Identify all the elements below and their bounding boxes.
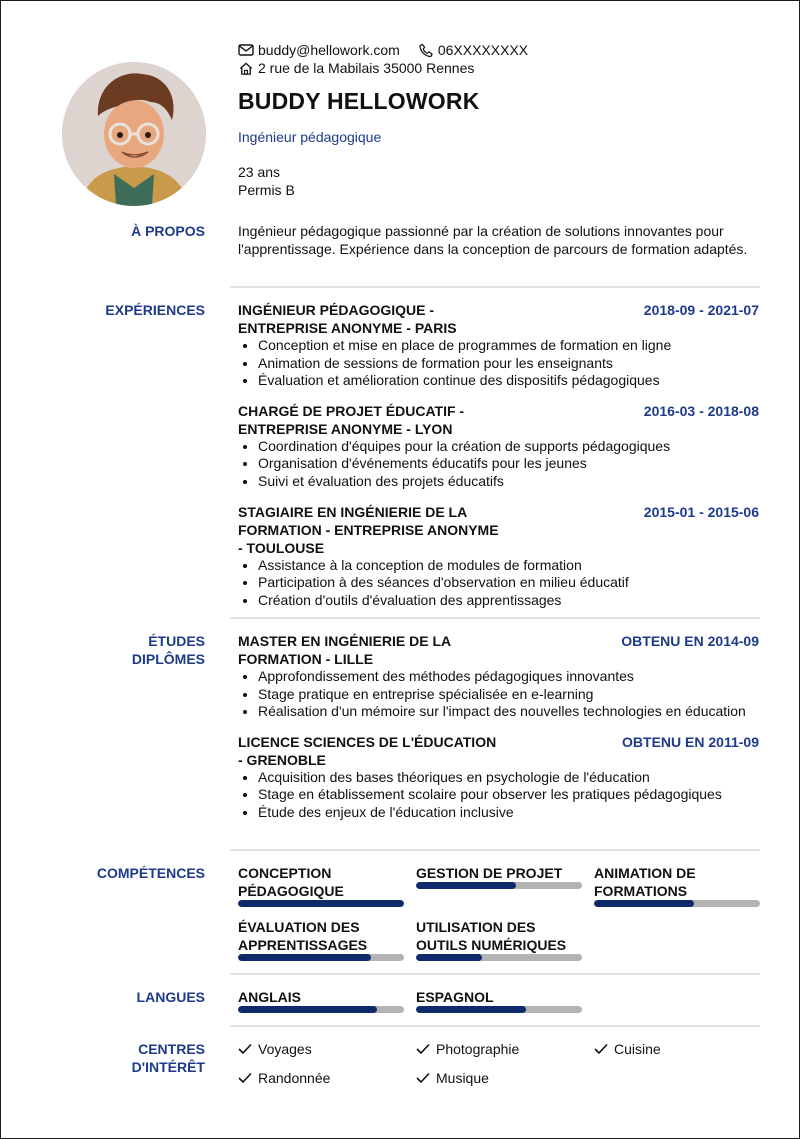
list-item: • Assistance à la conception de modules de formation: [258, 557, 759, 575]
divider: [230, 973, 760, 975]
about-text: Ingénieur pédagogique passionné par la création de solutions innovantes pour l'apprentissage. Expérience dans la conception de parcours de formation adaptés.: [238, 223, 748, 257]
skill-item: [238, 864, 404, 907]
phone-icon: [418, 43, 434, 58]
interest-item: [594, 1040, 760, 1058]
education-title: MASTER EN INGÉNIERIE DE LA FORMATION - LILLE: [238, 633, 451, 667]
experience-bullets: [238, 337, 759, 390]
skill-item: [594, 864, 760, 907]
experience-entry: [238, 503, 759, 610]
section-title-line: ÉTUDES: [148, 633, 205, 649]
skill-bar: [594, 900, 760, 907]
interest-item: [416, 1069, 594, 1087]
list-item: • Approfondissement des méthodes pédagogiques innovantes: [258, 668, 759, 686]
experience-entry: [238, 301, 759, 390]
header: [238, 41, 758, 199]
list-item: • Suivi et évaluation des projets éducatifs: [258, 473, 759, 491]
language-item: [416, 988, 582, 1013]
list-item: • Coordination d'équipes pour la création de supports pédagogiques: [258, 438, 759, 456]
section-title-skills: COMPÉTENCES: [96, 865, 205, 881]
experiences-list: [238, 301, 759, 609]
skill-name: GESTION DE PROJET: [416, 865, 563, 881]
divider: [230, 849, 760, 851]
interests-list: [238, 1040, 759, 1087]
skill-bar-fill: [416, 954, 482, 961]
experience-bullets: [238, 438, 759, 491]
skill-item: [238, 918, 404, 961]
language-bar-fill: [238, 1006, 377, 1013]
contact-row-1: [238, 41, 758, 59]
education-entry: [238, 632, 759, 721]
section-title-languages: LANGUES: [136, 989, 205, 1005]
list-item: • Stage en établissement scolaire pour observer les pratiques pédagogiques: [258, 786, 759, 804]
skill-bar-fill: [238, 954, 371, 961]
skill-name: ANIMATION DE FORMATIONS: [594, 865, 696, 899]
list-item: • Animation de sessions de formation pour les enseignants: [258, 355, 759, 373]
interest-item: [238, 1069, 416, 1087]
section-title-line: CENTRES: [138, 1041, 205, 1057]
section-title-about: À PROPOS: [131, 223, 205, 239]
list-item: • Participation à des séances d'observation en milieu éducatif: [258, 574, 759, 592]
interest-label: Cuisine: [614, 1041, 661, 1057]
skill-bar: [238, 954, 404, 961]
section-title-education: [25, 632, 205, 668]
languages-grid: [238, 988, 759, 1013]
education-bullets: [238, 668, 759, 721]
skill-bar: [416, 882, 582, 889]
check-icon: [416, 1072, 430, 1084]
profile-photo: [62, 62, 206, 206]
check-icon: [238, 1043, 252, 1055]
home-icon: [238, 61, 254, 76]
language-bar: [238, 1006, 404, 1013]
address-item: [238, 60, 474, 76]
section-title-interests: [25, 1040, 205, 1076]
check-icon: [238, 1072, 252, 1084]
list-item: • Conception et mise en place de programmes de formation en ligne: [258, 337, 759, 355]
skill-bar-fill: [238, 900, 404, 907]
experience-bullets: [238, 557, 759, 610]
skill-name: UTILISATION DES OUTILS NUMÉRIQUES: [416, 919, 567, 953]
skill-bar: [416, 954, 582, 961]
education-entry: [238, 733, 759, 822]
list-item: • Organisation d'événements éducatifs pour les jeunes: [258, 455, 759, 473]
list-item: • Réalisation d'un mémoire sur l'impact des nouvelles technologies en éducation: [258, 703, 759, 721]
phone-item: [418, 42, 528, 58]
interest-label: Voyages: [258, 1041, 312, 1057]
education-bullets: [238, 769, 759, 822]
education-date: OBTENU EN 2014-09: [621, 633, 759, 649]
interest-label: Photographie: [436, 1041, 520, 1057]
experience-title: STAGIAIRE EN INGÉNIERIE DE LA FORMATION - ENTREPRISE ANONYME - TOULOUSE: [238, 503, 499, 556]
interests-grid: [238, 1040, 759, 1087]
list-item: • Évaluation et amélioration continue des dispositifs pédagogiques: [258, 372, 759, 390]
interest-item: [238, 1040, 416, 1058]
skill-item: [416, 918, 582, 961]
experience-date: 2015-01 - 2015-06: [643, 503, 759, 520]
skill-item: [416, 864, 582, 907]
contact-row-2: [238, 59, 758, 77]
language-name: ESPAGNOL: [416, 989, 494, 1005]
language-name: ANGLAIS: [238, 989, 301, 1005]
email-item: [238, 42, 400, 58]
personal-info: [238, 163, 758, 199]
skill-bar-fill: [416, 882, 516, 889]
experience-date: 2016-03 - 2018-08: [643, 402, 759, 419]
candidate-name: BUDDY HELLOWORK: [238, 88, 480, 114]
driving-license: Permis B: [238, 182, 295, 198]
section-title-line: DIPLÔMES: [131, 651, 205, 667]
check-icon: [594, 1043, 608, 1055]
skill-bar-fill: [594, 900, 694, 907]
skill-name: CONCEPTION PÉDAGOGIQUE: [238, 865, 344, 899]
phone-text: 06XXXXXXXX: [437, 42, 529, 58]
list-item: • Acquisition des bases théoriques en psychologie de l'éducation: [258, 769, 759, 787]
language-item: [238, 988, 404, 1013]
list-item: • Stage pratique en entreprise spécialisée en e-learning: [258, 686, 759, 704]
experience-title: CHARGÉ DE PROJET ÉDUCATIF - ENTREPRISE ANONYME - LYON: [238, 402, 465, 437]
divider: [230, 1025, 760, 1027]
interest-label: Musique: [436, 1070, 489, 1086]
skill-name: ÉVALUATION DES APPRENTISSAGES: [238, 919, 368, 953]
experience-date: 2018-09 - 2021-07: [643, 302, 759, 318]
skills-list: [238, 864, 759, 961]
education-list: [238, 632, 759, 822]
job-title: Ingénieur pédagogique: [238, 129, 382, 145]
age: 23 ans: [238, 164, 281, 180]
skills-grid: [238, 864, 759, 961]
email-text: buddy@hellowork.com: [258, 42, 400, 58]
interest-item: [416, 1040, 594, 1058]
divider: [230, 286, 760, 288]
experience-title: INGÉNIEUR PÉDAGOGIQUE - ENTREPRISE ANONYME - PARIS: [238, 302, 457, 336]
check-icon: [416, 1043, 430, 1055]
section-title-line: D'INTÉRÊT: [131, 1059, 205, 1075]
education-date: OBTENU EN 2011-09: [622, 733, 759, 750]
mail-icon: [238, 43, 254, 57]
divider: [230, 617, 760, 619]
languages-list: [238, 988, 759, 1013]
language-bar-fill: [416, 1006, 526, 1013]
list-item: • Création d'outils d'évaluation des apprentissages: [258, 592, 759, 610]
section-title-experiences: EXPÉRIENCES: [105, 302, 205, 318]
education-title: LICENCE SCIENCES DE L'ÉDUCATION - GRENOBLE: [238, 733, 497, 768]
experience-entry: [238, 402, 759, 491]
list-item: • Étude des enjeux de l'éducation inclusive: [258, 804, 759, 822]
skill-bar: [238, 900, 404, 907]
language-bar: [416, 1006, 582, 1013]
interest-label: Randonnée: [258, 1070, 331, 1086]
address-text: 2 rue de la Mabilais 35000 Rennes: [258, 60, 475, 76]
